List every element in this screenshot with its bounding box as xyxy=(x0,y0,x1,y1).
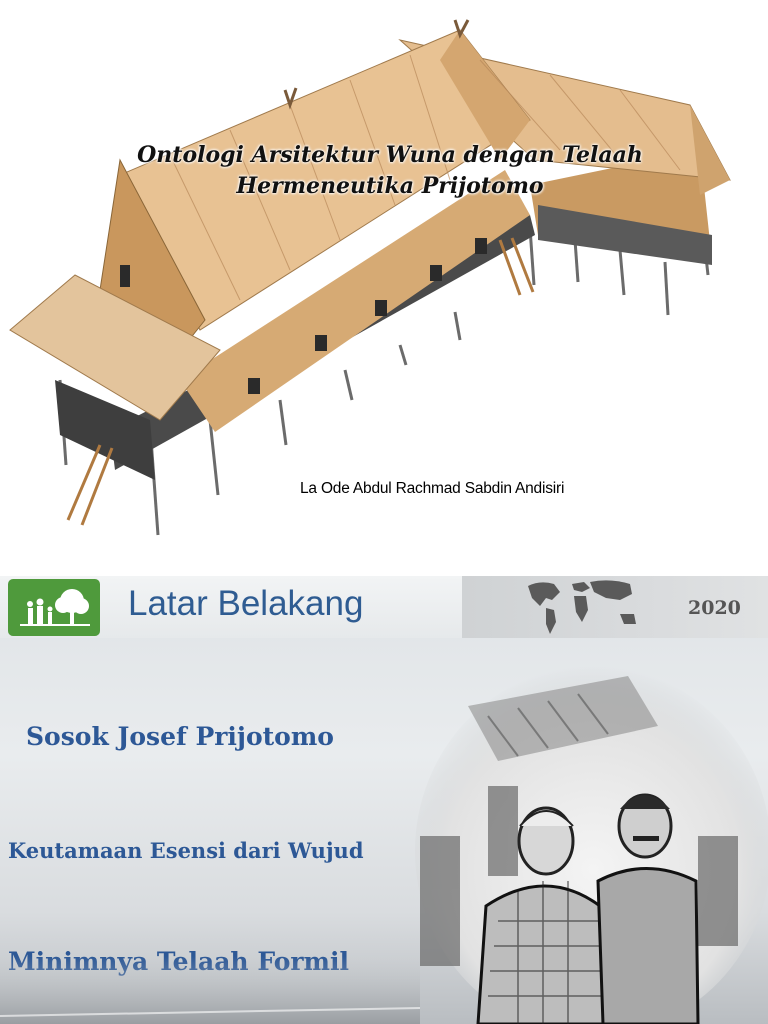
slide-title xyxy=(60,140,720,202)
world-map-icon xyxy=(520,576,650,638)
background-slide xyxy=(0,576,768,1024)
slide-title-line1: Ontologi Arsitektur Wuna dengan Telaah xyxy=(137,142,643,168)
family-tree-logo-icon xyxy=(8,579,100,636)
slide-heading: Latar Belakang xyxy=(128,584,364,623)
floor-shadow xyxy=(0,956,768,1024)
year-label: 2020 xyxy=(688,597,741,619)
slide-title-line2: Hermeneutika Prijotomo xyxy=(236,173,544,199)
author-name: La Ode Abdul Rachmad Sabdin Andisiri xyxy=(300,480,565,497)
bullet-item: Sosok Josef Prijotomo xyxy=(26,722,334,751)
bullet-item: Keutamaan Esensi dari Wujud xyxy=(8,838,364,863)
